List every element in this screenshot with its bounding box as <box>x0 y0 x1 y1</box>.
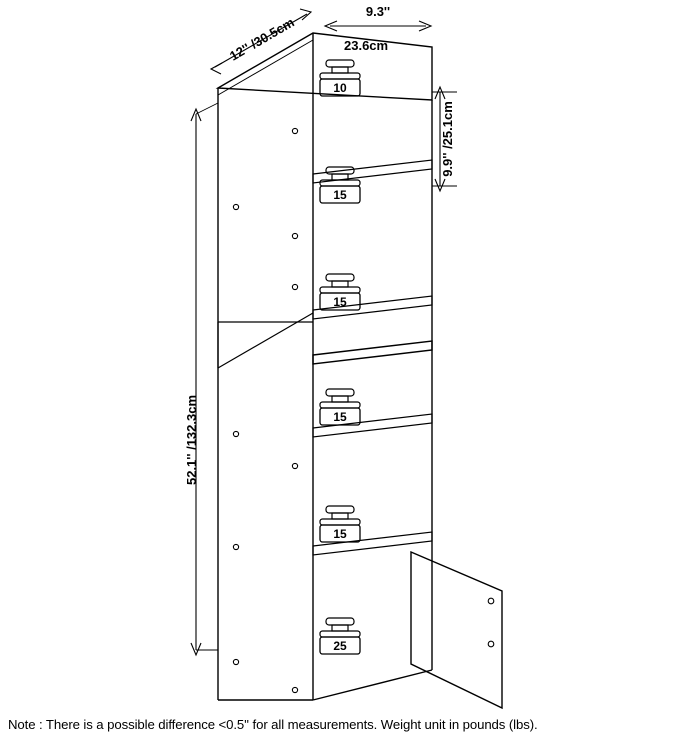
assembly-holes <box>233 128 297 692</box>
weight-icon-6 <box>320 618 360 654</box>
weight-icon-1 <box>320 60 360 96</box>
shelf-divider-5 <box>313 532 432 555</box>
weight-icon-group <box>320 60 360 654</box>
dimension-width-top <box>325 4 431 31</box>
weight-value-6: 25 <box>333 639 347 653</box>
depth-right-label: 23.6cm <box>344 38 389 53</box>
dimension-total-height <box>184 103 218 655</box>
weight-icon-5 <box>320 506 360 542</box>
weight-value-3: 15 <box>333 295 347 309</box>
weight-value-1: 10 <box>333 81 347 95</box>
cabinet-body <box>218 33 432 700</box>
dimension-shelf-height <box>432 87 457 191</box>
weight-value-4: 15 <box>333 410 347 424</box>
width-top-label: 9.3'' <box>365 4 391 19</box>
total-height-label: 52.1'' /132.3cm <box>184 394 199 486</box>
weight-value-5: 15 <box>333 527 347 541</box>
weight-icon-4 <box>320 389 360 425</box>
shelf-height-label: 9.9'' /25.1cm <box>440 101 455 177</box>
dimension-depth-left <box>211 9 311 74</box>
depth-left-label: 12'' /30.5cm <box>227 14 297 64</box>
weight-icon-2 <box>320 167 360 203</box>
weight-value-2: 15 <box>333 188 347 202</box>
measurement-note: Note : There is a possible difference <0.5'' for all measurements. Weight unit in pounds (lbs). <box>8 717 538 732</box>
open-door <box>411 552 502 708</box>
dimension-depth-right <box>344 38 388 53</box>
shelf-divider-2 <box>313 296 432 319</box>
